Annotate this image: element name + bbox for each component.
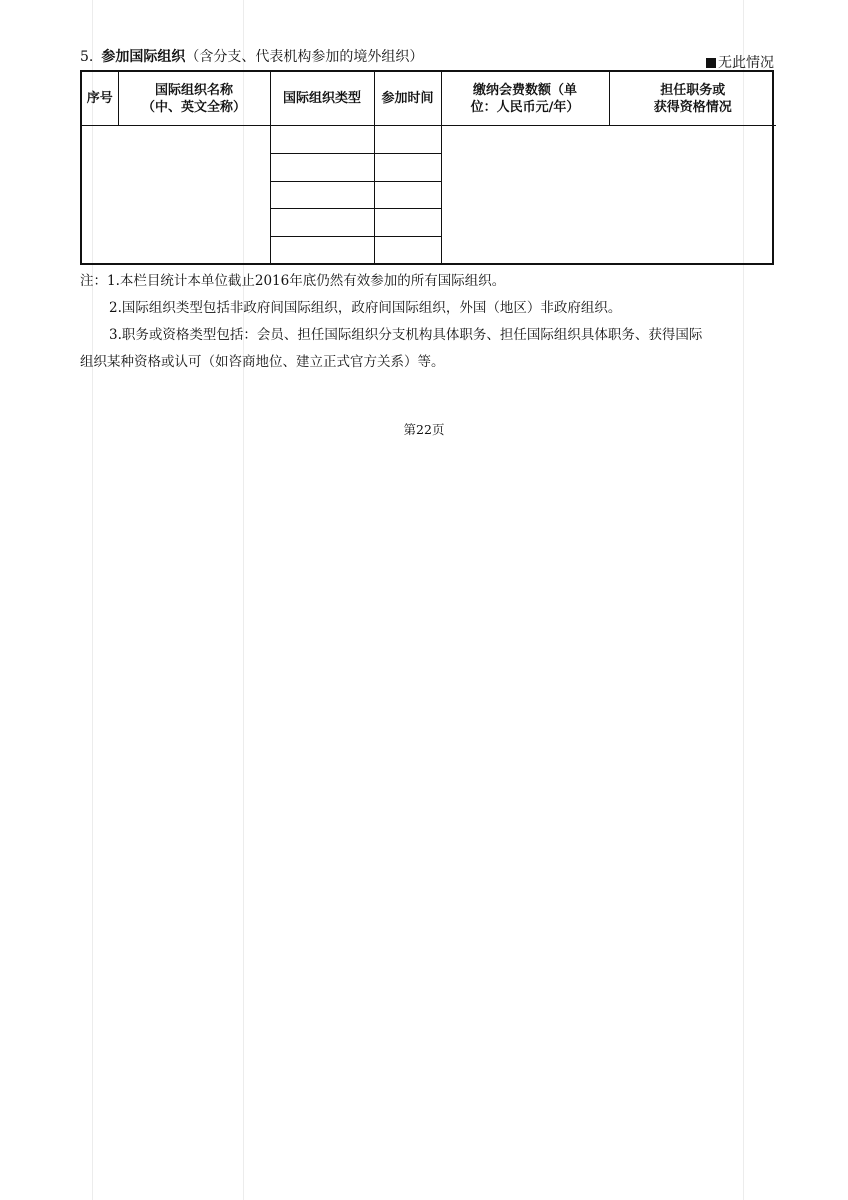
header-org-type: 国际组织类型 <box>270 72 374 126</box>
notes-block <box>80 268 780 376</box>
note-1: 注：1.本栏目统计本单位截止2016年底仍然有效参加的所有国际组织。 <box>80 273 506 289</box>
cell-org-type[interactable] <box>270 126 374 265</box>
header-org-name: 国际组织名称 （中、英文全称） <box>118 72 270 126</box>
header-role-status: 担任职务或 获得资格情况 <box>609 72 776 126</box>
table-row <box>82 126 776 265</box>
cell-role-status[interactable] <box>609 126 776 265</box>
none-applicable-flag <box>706 52 774 72</box>
section-heading <box>80 46 423 66</box>
table-header-row <box>82 72 776 126</box>
cell-fee-amount[interactable] <box>441 126 609 265</box>
header-fee-amount: 缴纳会费数额（单 位：人民币元/年） <box>441 72 609 126</box>
cell-join-time[interactable] <box>374 126 441 265</box>
cell-index[interactable] <box>82 126 118 265</box>
section-subtitle: （含分支、代表机构参加的境外组织） <box>185 49 424 65</box>
checked-box-icon <box>706 58 716 68</box>
note-2: 2.国际组织类型包括非政府间国际组织，政府间国际组织，外国（地区）非政府组织。 <box>109 300 622 316</box>
none-applicable-label: 无此情况 <box>718 55 774 71</box>
header-index: 序号 <box>82 72 118 126</box>
note-3-continued: 组织某种资格或认可（如咨商地位、建立正式官方关系）等。 <box>80 354 445 370</box>
note-3: 3.职务或资格类型包括：会员、担任国际组织分支机构具体职务、担任国际组织具体职务、获得国际 <box>109 327 703 343</box>
section-title: 参加国际组织 <box>101 49 186 65</box>
cell-org-name[interactable] <box>118 126 270 265</box>
header-join-time: 参加时间 <box>374 72 441 126</box>
international-org-table <box>80 70 774 265</box>
page-number: 第22页 <box>403 422 445 437</box>
section-number: 5. <box>80 49 94 65</box>
